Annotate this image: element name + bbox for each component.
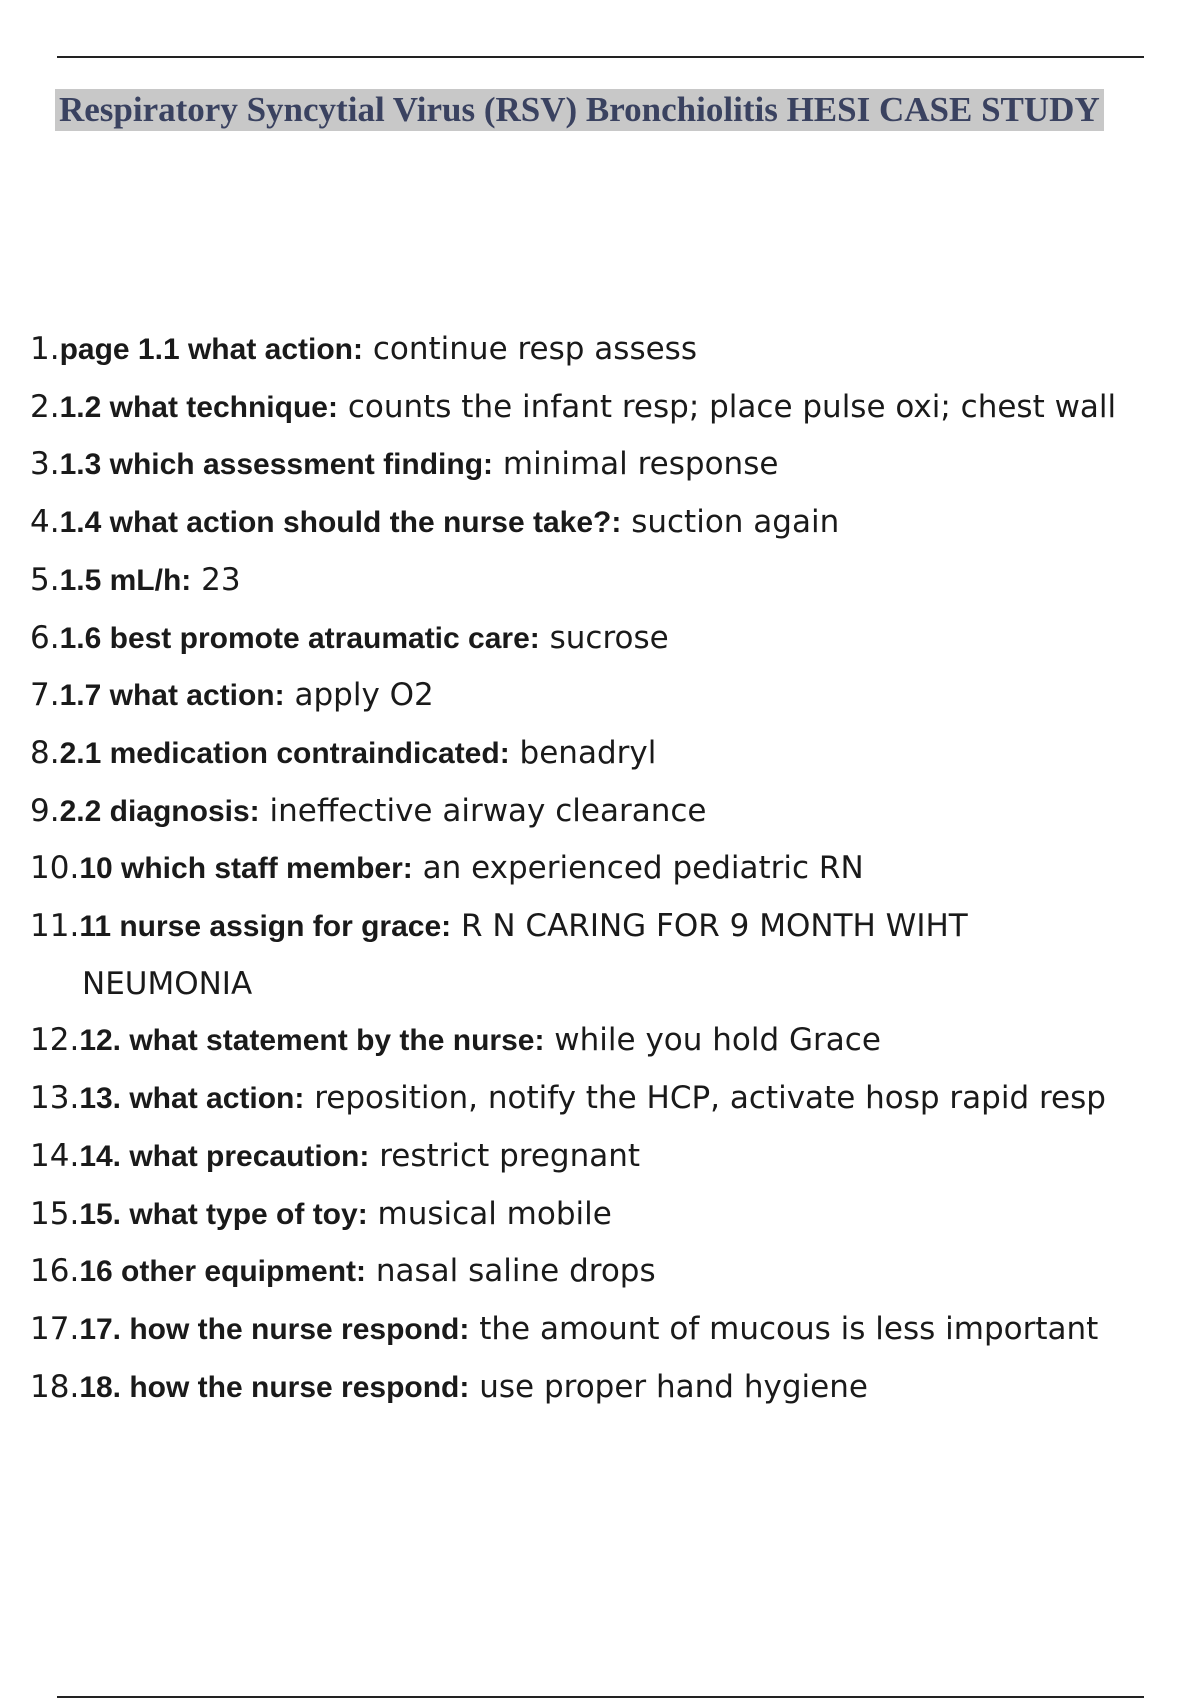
list-item: [30, 1186, 1190, 1244]
item-number: 7.: [30, 677, 60, 714]
item-question: 1.6 best promote atraumatic care:: [59, 621, 540, 655]
item-question: 1.5 mL/h:: [59, 563, 192, 597]
item-number: 12.: [30, 1022, 80, 1059]
item-answer: benadryl: [519, 734, 657, 771]
item-number: 16.: [30, 1253, 80, 1290]
item-question: page 1.1 what action:: [59, 333, 363, 366]
list-item: [30, 610, 1190, 668]
list-item: [30, 1243, 1190, 1301]
item-answer: continue resp assess: [372, 331, 697, 367]
item-number: 13.: [30, 1080, 80, 1117]
item-question: 2.1 medication contraindicated:: [59, 736, 510, 770]
item-number: 1.: [30, 331, 60, 367]
item-number: 5.: [30, 561, 60, 598]
item-answer: minimal response: [502, 446, 779, 483]
item-question: 17. how the nurse respond:: [79, 1312, 470, 1346]
bottom-divider: [57, 1696, 1144, 1698]
item-question: 18. how the nurse respond:: [79, 1370, 470, 1404]
item-number: 17.: [30, 1310, 80, 1347]
item-answer: reposition, notify the HCP, activate hosp rapid resp: [314, 1080, 1106, 1117]
list-item: [30, 321, 1190, 379]
list-item: [30, 436, 1190, 494]
item-question: 13. what action:: [79, 1082, 305, 1116]
list-item: [30, 667, 1190, 725]
qa-list: [30, 321, 1190, 1416]
item-question: 2.2 diagnosis:: [59, 794, 260, 828]
item-answer: an experienced pediatric RN: [422, 850, 864, 887]
item-number: 8.: [30, 734, 60, 771]
item-question: 1.2 what technique:: [59, 390, 338, 424]
item-question: 11 nurse assign for grace:: [79, 910, 452, 944]
item-question: 14. what precaution:: [79, 1139, 370, 1173]
item-number: 15.: [30, 1195, 80, 1232]
item-question: 1.3 which assessment finding:: [59, 448, 494, 482]
item-answer: restrict pregnant: [379, 1137, 641, 1174]
item-answer: apply O2: [294, 677, 434, 714]
list-item: [30, 1301, 1190, 1359]
item-answer: suction again: [631, 504, 840, 541]
list-item: [30, 1070, 1190, 1128]
item-answer: sucrose: [549, 619, 669, 656]
item-number: 4.: [30, 504, 60, 541]
list-item: [30, 379, 1190, 437]
item-question: 1.7 what action:: [59, 679, 285, 713]
list-item: [30, 840, 1190, 898]
item-number: 9.: [30, 792, 60, 829]
item-question: 10 which staff member:: [79, 852, 413, 886]
document-title: Respiratory Syncytial Virus (RSV) Bronchiolitis HESI CASE STUDY: [55, 89, 1104, 131]
item-number: 14.: [30, 1137, 80, 1174]
item-number: 6.: [30, 619, 60, 656]
item-answer: 23: [201, 561, 241, 598]
list-item: [30, 1128, 1190, 1186]
list-item: [30, 783, 1190, 841]
list-item: [30, 552, 1190, 610]
item-answer: R N CARING FOR 9 MONTH WIHT NEUMONIA: [82, 908, 968, 1002]
list-item: [30, 725, 1190, 783]
list-item: [30, 898, 1102, 1012]
item-question: 15. what type of toy:: [79, 1197, 368, 1231]
item-number: 11.: [30, 908, 80, 945]
item-question: 16 other equipment:: [79, 1255, 367, 1289]
item-number: 3.: [30, 446, 60, 483]
item-answer: the amount of mucous is less important: [479, 1310, 1099, 1347]
item-answer: while you hold Grace: [554, 1022, 881, 1059]
item-answer: counts the infant resp; place pulse oxi; chest wall: [347, 388, 1117, 425]
item-number: 10.: [30, 850, 80, 887]
top-divider: [57, 56, 1144, 58]
item-number: 2.: [30, 388, 60, 425]
item-answer: use proper hand hygiene: [479, 1368, 868, 1405]
list-item: [30, 1012, 1190, 1070]
item-answer: nasal saline drops: [375, 1253, 656, 1290]
list-item: [30, 494, 1190, 552]
item-question: 1.4 what action should the nurse take?:: [59, 506, 622, 540]
item-question: 12. what statement by the nurse:: [79, 1024, 545, 1058]
list-item: [30, 1359, 1190, 1417]
item-number: 18.: [30, 1368, 80, 1405]
item-answer: ineffective airway clearance: [269, 792, 707, 829]
item-answer: musical mobile: [377, 1195, 612, 1232]
